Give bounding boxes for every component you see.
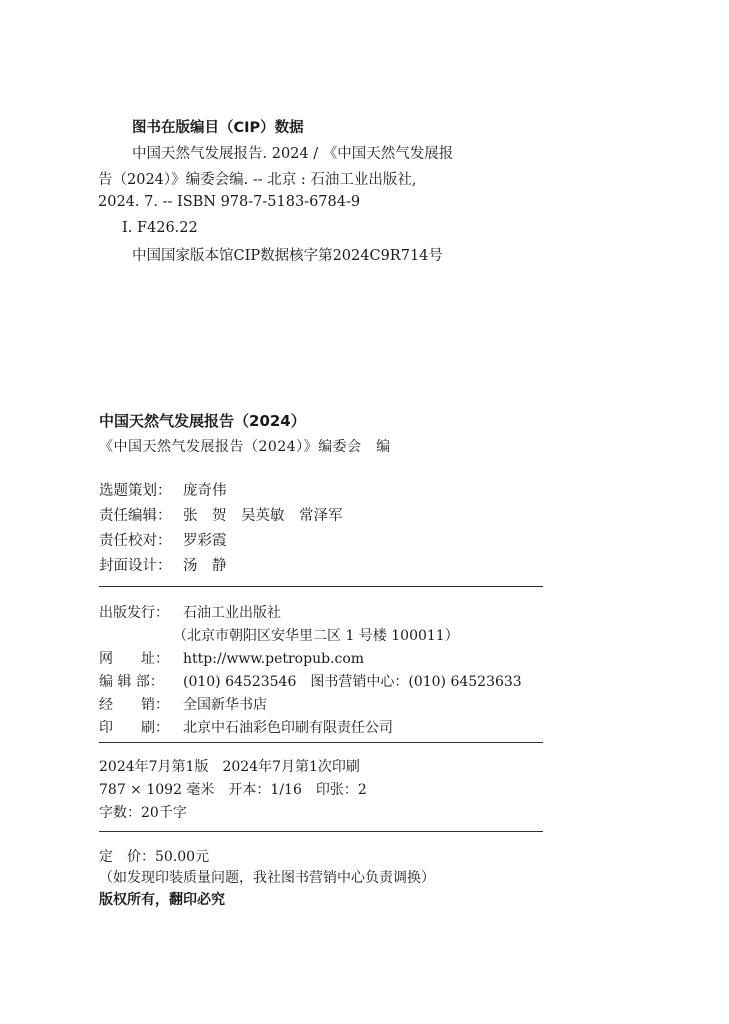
distributor-row xyxy=(99,694,267,714)
cip-title: 图书在版编目（CIP）数据 xyxy=(132,120,304,136)
credit-row xyxy=(99,504,343,525)
website-row xyxy=(99,648,364,668)
credit-label: 责任校对： xyxy=(99,533,172,549)
publisher-label: 出版发行： xyxy=(99,605,169,621)
credit-value: 庞奇伟 xyxy=(183,483,227,499)
divider xyxy=(99,742,543,743)
credit-value: 张 贺 吴英敏 常泽军 xyxy=(183,508,343,524)
rights-statement: 版权所有，翻印必究 xyxy=(99,892,225,908)
website-link: http://www.petropub.com xyxy=(183,651,365,667)
distributor-name: 全国新华书店 xyxy=(183,697,267,713)
book-title: 中国天然气发展报告（2024） xyxy=(99,412,306,430)
printer-row xyxy=(99,717,393,737)
cip-line-2: 告（2024）》编委会编. -- 北京 : 石油工业出版社, xyxy=(98,172,417,188)
book-authors: 《中国天然气发展报告（2024）》编委会 编 xyxy=(99,439,391,455)
credit-label: 责任编辑： xyxy=(99,508,172,524)
credit-label: 选题策划： xyxy=(99,483,172,499)
format-line: 787 × 1092 毫米 开本：1/16 印张：2 xyxy=(99,782,367,798)
price-row xyxy=(99,846,209,866)
publisher-address: （北京市朝阳区安华里二区 1 号楼 100011） xyxy=(173,628,459,644)
cip-line-1: 中国天然气发展报告. 2024 / 《中国天然气发展报 xyxy=(132,146,454,162)
credit-row xyxy=(99,554,227,575)
cip-line-5: 中国国家版本馆CIP数据核字第2024C9R714号 xyxy=(132,248,443,264)
printer-label: 印 刷： xyxy=(99,720,169,736)
printer-name: 北京中石油彩色印刷有限责任公司 xyxy=(183,720,393,736)
distributor-label: 经 销： xyxy=(99,697,169,713)
cip-line-4: Ⅰ. F426.22 xyxy=(122,220,198,236)
publisher-name: 石油工业出版社 xyxy=(183,605,281,621)
word-count-line: 字数：20千字 xyxy=(99,805,187,821)
edition-line: 2024年7月第1版 2024年7月第1次印刷 xyxy=(99,759,360,775)
publisher-row xyxy=(99,602,281,622)
quality-note: （如发现印装质量问题，我社图书营销中心负责调换） xyxy=(99,870,435,886)
credit-label: 封面设计： xyxy=(99,558,172,574)
divider xyxy=(99,586,543,587)
price-label: 定 价： xyxy=(99,849,155,865)
credit-row xyxy=(99,479,227,500)
credit-row xyxy=(99,529,227,550)
credit-value: 汤 静 xyxy=(183,558,227,574)
editorial-dept-label: 编 辑 部： xyxy=(99,674,164,690)
editorial-dept-phone: (010) 64523546 图书营销中心：(010) 64523633 xyxy=(183,674,522,690)
website-label: 网 址： xyxy=(99,651,169,667)
credit-value: 罗彩霞 xyxy=(183,533,227,549)
cip-line-3: 2024. 7. -- ISBN 978-7-5183-6784-9 xyxy=(98,194,361,210)
editorial-dept-row xyxy=(99,671,522,691)
price-value: 50.00元 xyxy=(155,849,210,865)
divider xyxy=(99,831,543,832)
